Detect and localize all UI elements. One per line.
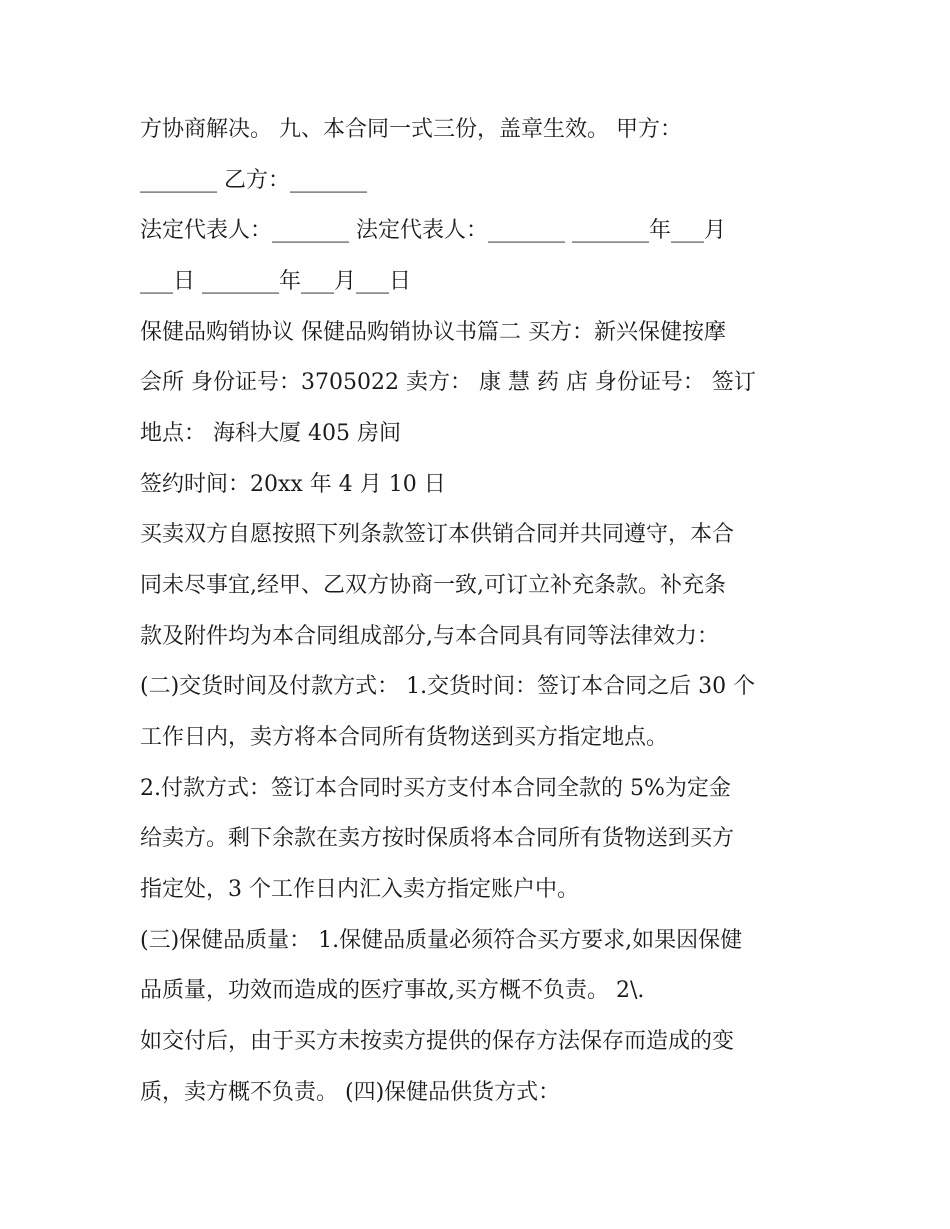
text-line: 保健品购销协议 保健品购销协议书篇二 买方：新兴保健按摩 (140, 320, 726, 345)
text-line: 品质量，功效而造成的医疗事故,买方概不负责。 2\. (140, 978, 645, 1003)
text-line: ___日 _______年___月___日 (140, 269, 411, 294)
text-line: 地点： 海科大厦 405 房间 (140, 421, 401, 446)
text-line: 工作日内，卖方将本合同所有货物送到买方指定地点。 (140, 725, 669, 750)
text-line: 如交付后，由于买方未按卖方提供的保存方法保存而造成的变 (140, 1029, 735, 1054)
text-line: 买卖双方自愿按照下列条款签订本供销合同并共同遵守，本合 (140, 522, 735, 547)
text-line: 会所 身份证号：3705022 卖方： 康 慧 药 店 身份证号： 签订 (140, 370, 756, 395)
text-line: (二)交货时间及付款方式： 1.交货时间：签订本合同之后 30 个 (140, 674, 756, 699)
text-line: (三)保健品质量： 1.保健品质量必须符合买方要求,如果因保健 (140, 928, 743, 953)
text-line: 给卖方。剩下余款在卖方按时保质将本合同所有货物送到买方 (140, 826, 735, 851)
text-line: 签约时间：20xx 年 4 月 10 日 (140, 472, 446, 497)
text-line: 法定代表人：_______ 法定代表人：_______ _______年___月 (140, 218, 726, 243)
text-line: 款及附件均为本合同组成部分,与本合同具有同等法律效力： (140, 624, 719, 649)
text-line: 方协商解决。 九、本合同一式三份，盖章生效。 甲方： (140, 117, 682, 142)
text-line: 2.付款方式：签订本合同时买方支付本合同全款的 5%为定金 (140, 776, 731, 801)
text-line: _______ 乙方：_______ (140, 168, 367, 193)
text-line: 同未尽事宜,经甲、乙双方协商一致,可订立补充条款。补充条 (140, 573, 726, 598)
text-line: 指定处，3 个工作日内汇入卖方指定账户中。 (140, 877, 579, 902)
text-line: 质，卖方概不负责。 (四)保健品供货方式： (140, 1080, 561, 1105)
